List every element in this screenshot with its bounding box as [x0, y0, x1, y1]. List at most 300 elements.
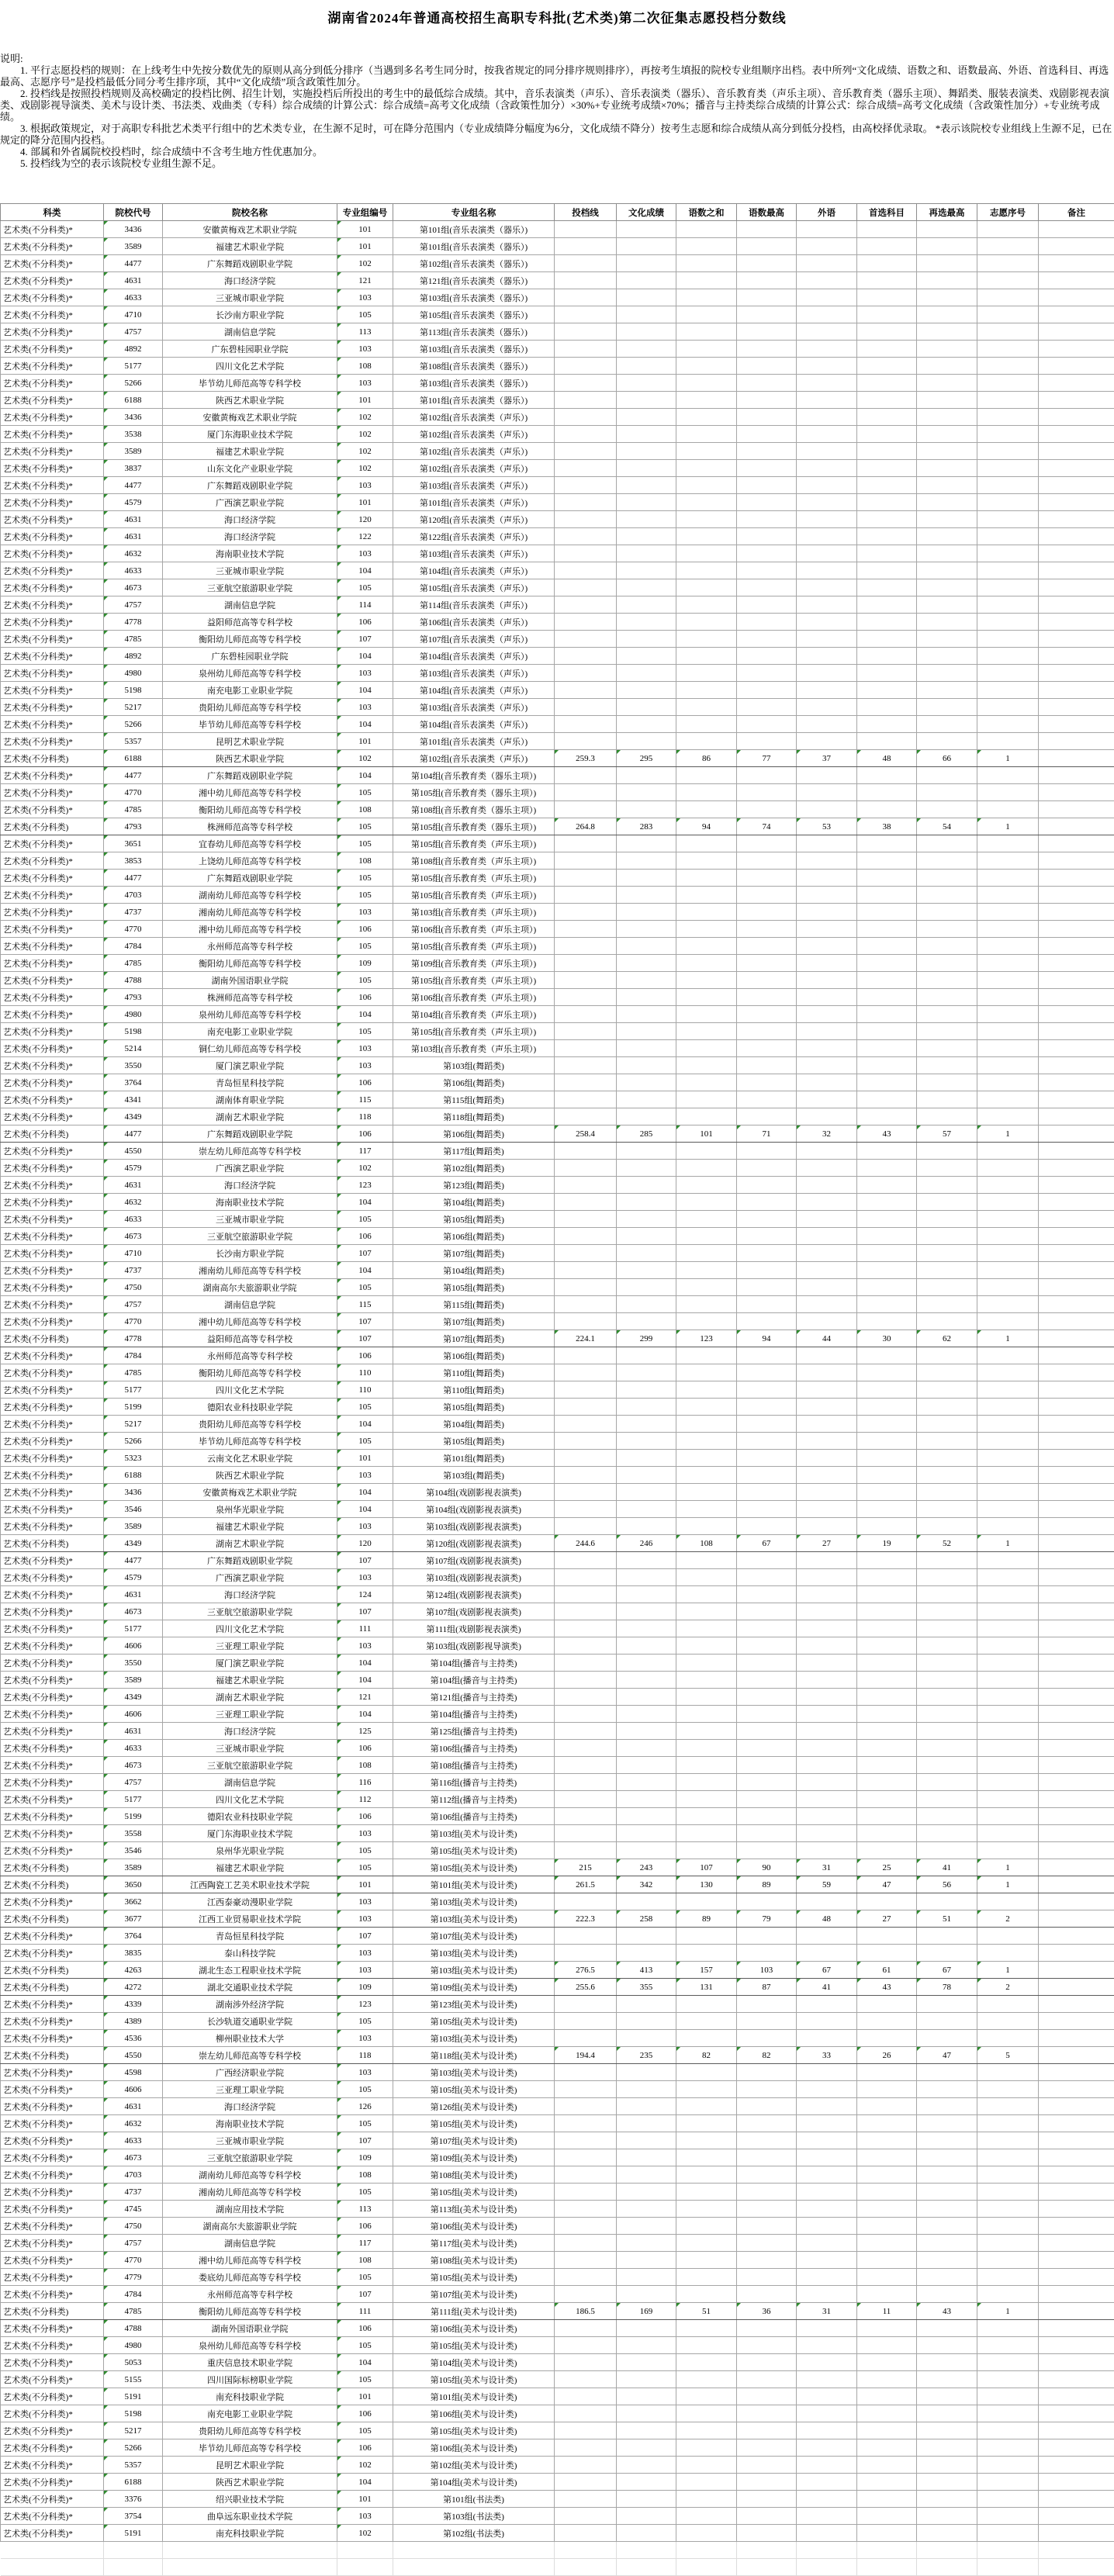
cell-chinese-math-sum[interactable] [676, 1603, 737, 1620]
cell-volunteer-number[interactable] [977, 1484, 1039, 1501]
cell-chinese-math-max[interactable] [737, 852, 797, 870]
cell-first-subject[interactable] [857, 1433, 917, 1450]
cell-college-code[interactable]: 4779 [104, 2269, 163, 2286]
cell-remark[interactable] [1039, 1603, 1114, 1620]
cell-category[interactable]: 艺术类(不分科类)* [1, 2081, 104, 2098]
cell-volunteer-number[interactable] [977, 2354, 1039, 2371]
cell-first-subject[interactable] [857, 1689, 917, 1706]
cell-college-code[interactable]: 4631 [104, 2098, 163, 2115]
cell-college-code[interactable]: 4788 [104, 2320, 163, 2337]
cell-reselect-max[interactable] [917, 1603, 977, 1620]
cell-reselect-max[interactable] [917, 1108, 977, 1125]
cell-admission-line[interactable] [555, 358, 617, 375]
cell-group-number[interactable]: 123 [337, 1177, 393, 1194]
cell-category[interactable]: 艺术类(不分科类)* [1, 682, 104, 699]
cell-category[interactable]: 艺术类(不分科类)* [1, 426, 104, 443]
cell-chinese-math-sum[interactable] [676, 409, 737, 426]
cell-chinese-math-sum[interactable] [676, 341, 737, 358]
cell-volunteer-number[interactable] [977, 2439, 1039, 2457]
cell-group-number[interactable]: 102 [337, 750, 393, 767]
cell-college-name[interactable]: 毕节幼儿师范高等专科学校 [163, 1433, 337, 1450]
cell-group-name[interactable]: 第111组(美术与设计类) [393, 2303, 555, 2320]
cell-culture-score[interactable] [617, 2422, 676, 2439]
cell-chinese-math-sum[interactable] [676, 2286, 737, 2303]
cell-chinese-math-sum[interactable] [676, 426, 737, 443]
cell-foreign-language[interactable] [797, 801, 857, 818]
cell-chinese-math-max[interactable] [737, 2132, 797, 2149]
cell-category[interactable]: 艺术类(不分科类)* [1, 801, 104, 818]
cell-culture-score[interactable] [617, 579, 676, 596]
cell-volunteer-number[interactable] [977, 306, 1039, 323]
cell-first-subject[interactable] [857, 238, 917, 255]
cell-admission-line[interactable] [555, 1296, 617, 1313]
cell-volunteer-number[interactable] [977, 2269, 1039, 2286]
cell-remark[interactable] [1039, 528, 1114, 545]
cell-category[interactable]: 艺术类(不分科类)* [1, 2320, 104, 2337]
cell-culture-score[interactable] [617, 784, 676, 801]
cell-college-code[interactable]: 3677 [104, 1910, 163, 1928]
cell-college-code[interactable]: 5266 [104, 2439, 163, 2457]
cell-foreign-language[interactable] [797, 323, 857, 341]
cell-group-number[interactable]: 111 [337, 1620, 393, 1637]
cell-foreign-language[interactable] [797, 1023, 857, 1040]
cell-first-subject[interactable]: 48 [857, 750, 917, 767]
cell-college-name[interactable]: 四川国际标榜职业学院 [163, 2371, 337, 2388]
cell-chinese-math-max[interactable] [737, 1518, 797, 1535]
cell-college-code[interactable]: 5217 [104, 1416, 163, 1433]
cell-remark[interactable] [1039, 904, 1114, 921]
cell-category[interactable]: 艺术类(不分科类)* [1, 1586, 104, 1603]
cell-category[interactable]: 艺术类(不分科类)* [1, 1364, 104, 1381]
cell-foreign-language[interactable] [797, 1689, 857, 1706]
cell-first-subject[interactable] [857, 1620, 917, 1637]
cell-foreign-language[interactable] [797, 1740, 857, 1757]
cell-culture-score[interactable] [617, 1381, 676, 1399]
cell-group-name[interactable]: 第104组(美术与设计类) [393, 2354, 555, 2371]
cell-first-subject[interactable] [857, 1399, 917, 1416]
cell-category[interactable]: 艺术类(不分科类) [1, 1910, 104, 1928]
cell-culture-score[interactable] [617, 2286, 676, 2303]
cell-reselect-max[interactable] [917, 1484, 977, 1501]
cell-college-name[interactable]: 厦门东海职业技术学院 [163, 426, 337, 443]
cell-first-subject[interactable] [857, 2525, 917, 2542]
cell-category[interactable]: 艺术类(不分科类)* [1, 2286, 104, 2303]
cell-group-name[interactable]: 第105组(舞蹈类) [393, 1211, 555, 1228]
cell-group-name[interactable]: 第111组(戏剧影视表演类) [393, 1620, 555, 1637]
cell-college-name[interactable]: 柳州职业技术大学 [163, 2030, 337, 2047]
cell-remark[interactable] [1039, 1177, 1114, 1194]
cell-culture-score[interactable] [617, 545, 676, 562]
cell-admission-line[interactable]: 255.6 [555, 1979, 617, 1996]
cell-reselect-max[interactable] [917, 426, 977, 443]
cell-group-number[interactable]: 103 [337, 1825, 393, 1842]
cell-foreign-language[interactable] [797, 2371, 857, 2388]
cell-remark[interactable] [1039, 511, 1114, 528]
cell-remark[interactable] [1039, 1501, 1114, 1518]
cell-foreign-language[interactable]: 33 [797, 2047, 857, 2064]
cell-chinese-math-sum[interactable] [676, 1006, 737, 1023]
cell-admission-line[interactable] [555, 1484, 617, 1501]
cell-culture-score[interactable] [617, 2371, 676, 2388]
cell-college-code[interactable]: 3550 [104, 1655, 163, 1672]
cell-admission-line[interactable] [555, 1211, 617, 1228]
cell-foreign-language[interactable]: 31 [797, 1859, 857, 1876]
cell-admission-line[interactable] [555, 972, 617, 989]
cell-group-number[interactable]: 106 [337, 1125, 393, 1143]
cell-chinese-math-sum[interactable] [676, 494, 737, 511]
cell-culture-score[interactable] [617, 699, 676, 716]
cell-culture-score[interactable] [617, 562, 676, 579]
cell-volunteer-number[interactable] [977, 1040, 1039, 1057]
cell-admission-line[interactable] [555, 1416, 617, 1433]
cell-college-name[interactable]: 南充科技职业学院 [163, 2525, 337, 2542]
cell-culture-score[interactable] [617, 1672, 676, 1689]
cell-culture-score[interactable] [617, 835, 676, 852]
cell-admission-line[interactable] [555, 887, 617, 904]
cell-chinese-math-max[interactable] [737, 511, 797, 528]
cell-college-code[interactable]: 4631 [104, 1177, 163, 1194]
cell-culture-score[interactable] [617, 409, 676, 426]
cell-category[interactable]: 艺术类(不分科类)* [1, 2439, 104, 2457]
empty-grid-cell[interactable] [555, 2542, 617, 2559]
cell-volunteer-number[interactable] [977, 989, 1039, 1006]
cell-group-name[interactable]: 第109组(美术与设计类) [393, 2149, 555, 2166]
cell-culture-score[interactable] [617, 596, 676, 614]
cell-college-code[interactable]: 4778 [104, 1330, 163, 1347]
cell-chinese-math-max[interactable] [737, 1928, 797, 1945]
cell-volunteer-number[interactable] [977, 2337, 1039, 2354]
cell-culture-score[interactable] [617, 955, 676, 972]
cell-first-subject[interactable] [857, 767, 917, 784]
cell-category[interactable]: 艺术类(不分科类)* [1, 2184, 104, 2201]
cell-foreign-language[interactable] [797, 358, 857, 375]
cell-foreign-language[interactable] [797, 1672, 857, 1689]
cell-category[interactable]: 艺术类(不分科类)* [1, 1143, 104, 1160]
cell-chinese-math-sum[interactable] [676, 2371, 737, 2388]
cell-volunteer-number[interactable] [977, 2115, 1039, 2132]
cell-volunteer-number[interactable] [977, 1723, 1039, 1740]
cell-chinese-math-max[interactable] [737, 409, 797, 426]
cell-group-name[interactable]: 第104组(美术与设计类) [393, 2474, 555, 2491]
cell-chinese-math-sum[interactable] [676, 1091, 737, 1108]
cell-volunteer-number[interactable] [977, 2405, 1039, 2422]
cell-culture-score[interactable] [617, 2320, 676, 2337]
cell-college-code[interactable]: 4785 [104, 631, 163, 648]
cell-reselect-max[interactable] [917, 1501, 977, 1518]
cell-reselect-max[interactable] [917, 494, 977, 511]
cell-foreign-language[interactable] [797, 579, 857, 596]
cell-remark[interactable] [1039, 306, 1114, 323]
cell-college-code[interactable]: 3546 [104, 1842, 163, 1859]
cell-group-name[interactable]: 第105组(音乐教育类（声乐主项）) [393, 1023, 555, 1040]
cell-group-name[interactable]: 第105组(美术与设计类) [393, 2081, 555, 2098]
cell-chinese-math-max[interactable] [737, 1893, 797, 1910]
cell-remark[interactable] [1039, 494, 1114, 511]
cell-first-subject[interactable] [857, 870, 917, 887]
cell-volunteer-number[interactable] [977, 784, 1039, 801]
cell-college-code[interactable]: 3436 [104, 409, 163, 426]
cell-first-subject[interactable] [857, 545, 917, 562]
cell-college-name[interactable]: 湘中幼儿师范高等专科学校 [163, 1313, 337, 1330]
cell-group-number[interactable]: 125 [337, 1723, 393, 1740]
cell-college-name[interactable]: 福建艺术职业学院 [163, 1672, 337, 1689]
cell-admission-line[interactable]: 215 [555, 1859, 617, 1876]
cell-group-number[interactable]: 106 [337, 1808, 393, 1825]
cell-college-name[interactable]: 永州师范高等专科学校 [163, 938, 337, 955]
cell-category[interactable]: 艺术类(不分科类)* [1, 1245, 104, 1262]
cell-remark[interactable] [1039, 870, 1114, 887]
cell-remark[interactable] [1039, 460, 1114, 477]
cell-reselect-max[interactable] [917, 2422, 977, 2439]
cell-culture-score[interactable] [617, 375, 676, 392]
cell-chinese-math-max[interactable] [737, 2354, 797, 2371]
cell-group-name[interactable]: 第103组(音乐教育类（声乐主项）) [393, 1040, 555, 1057]
cell-chinese-math-max[interactable] [737, 238, 797, 255]
cell-college-name[interactable]: 陕西艺术职业学院 [163, 750, 337, 767]
cell-chinese-math-max[interactable] [737, 972, 797, 989]
cell-culture-score[interactable] [617, 1706, 676, 1723]
cell-college-name[interactable]: 三亚航空旅游职业学院 [163, 1757, 337, 1774]
cell-reselect-max[interactable] [917, 1296, 977, 1313]
cell-college-code[interactable]: 4673 [104, 1603, 163, 1620]
cell-volunteer-number[interactable] [977, 1637, 1039, 1655]
cell-first-subject[interactable] [857, 1262, 917, 1279]
cell-group-name[interactable]: 第104组(音乐表演类（声乐）) [393, 648, 555, 665]
cell-first-subject[interactable] [857, 2115, 917, 2132]
cell-chinese-math-max[interactable] [737, 1484, 797, 1501]
cell-culture-score[interactable] [617, 1433, 676, 1450]
cell-first-subject[interactable] [857, 2286, 917, 2303]
cell-chinese-math-max[interactable] [737, 2525, 797, 2542]
cell-admission-line[interactable] [555, 1091, 617, 1108]
cell-volunteer-number[interactable] [977, 2371, 1039, 2388]
cell-group-number[interactable]: 104 [337, 562, 393, 579]
cell-first-subject[interactable] [857, 1450, 917, 1467]
cell-volunteer-number[interactable] [977, 1399, 1039, 1416]
cell-college-code[interactable]: 4737 [104, 904, 163, 921]
cell-group-name[interactable]: 第101组(美术与设计类) [393, 1876, 555, 1893]
cell-college-code[interactable]: 3764 [104, 1928, 163, 1945]
cell-volunteer-number[interactable] [977, 1416, 1039, 1433]
cell-remark[interactable] [1039, 392, 1114, 409]
cell-foreign-language[interactable] [797, 2013, 857, 2030]
cell-remark[interactable] [1039, 955, 1114, 972]
cell-group-number[interactable]: 101 [337, 733, 393, 750]
cell-chinese-math-max[interactable] [737, 1655, 797, 1672]
cell-group-number[interactable]: 106 [337, 1228, 393, 1245]
cell-admission-line[interactable] [555, 2320, 617, 2337]
cell-group-number[interactable]: 108 [337, 2166, 393, 2184]
cell-foreign-language[interactable] [797, 255, 857, 272]
cell-chinese-math-sum[interactable] [676, 870, 737, 887]
cell-group-number[interactable]: 103 [337, 1569, 393, 1586]
cell-group-number[interactable]: 105 [337, 2013, 393, 2030]
cell-chinese-math-max[interactable] [737, 2115, 797, 2132]
cell-volunteer-number[interactable] [977, 1023, 1039, 1040]
cell-first-subject[interactable]: 11 [857, 2303, 917, 2320]
cell-reselect-max[interactable] [917, 596, 977, 614]
cell-remark[interactable] [1039, 1023, 1114, 1040]
cell-admission-line[interactable] [555, 1569, 617, 1586]
cell-foreign-language[interactable] [797, 477, 857, 494]
cell-remark[interactable] [1039, 1450, 1114, 1467]
cell-first-subject[interactable] [857, 1057, 917, 1074]
cell-remark[interactable] [1039, 2098, 1114, 2115]
cell-admission-line[interactable] [555, 221, 617, 238]
cell-group-number[interactable]: 105 [337, 1859, 393, 1876]
cell-group-name[interactable]: 第106组(音乐教育类（声乐主项）) [393, 989, 555, 1006]
cell-admission-line[interactable] [555, 2508, 617, 2525]
cell-foreign-language[interactable] [797, 1194, 857, 1211]
cell-chinese-math-sum[interactable] [676, 1620, 737, 1637]
col-header-group-name[interactable]: 专业组名称 [393, 204, 555, 221]
cell-college-code[interactable]: 5198 [104, 1023, 163, 1040]
cell-college-code[interactable]: 4892 [104, 648, 163, 665]
cell-foreign-language[interactable] [797, 1655, 857, 1672]
cell-foreign-language[interactable]: 31 [797, 2303, 857, 2320]
cell-remark[interactable] [1039, 2235, 1114, 2252]
cell-category[interactable]: 艺术类(不分科类)* [1, 1637, 104, 1655]
cell-category[interactable]: 艺术类(不分科类)* [1, 1057, 104, 1074]
cell-admission-line[interactable] [555, 1603, 617, 1620]
cell-college-name[interactable]: 广东舞蹈戏剧职业学院 [163, 477, 337, 494]
cell-group-name[interactable]: 第105组(音乐教育类（声乐主项）) [393, 887, 555, 904]
cell-admission-line[interactable] [555, 665, 617, 682]
cell-college-name[interactable]: 云南文化艺术职业学院 [163, 1450, 337, 1467]
cell-foreign-language[interactable] [797, 733, 857, 750]
cell-admission-line[interactable] [555, 1620, 617, 1637]
cell-first-subject[interactable] [857, 699, 917, 716]
cell-college-code[interactable]: 5198 [104, 682, 163, 699]
cell-first-subject[interactable] [857, 1842, 917, 1859]
cell-chinese-math-sum[interactable] [676, 1945, 737, 1962]
cell-reselect-max[interactable]: 66 [917, 750, 977, 767]
cell-volunteer-number[interactable] [977, 2064, 1039, 2081]
cell-first-subject[interactable] [857, 341, 917, 358]
cell-college-code[interactable]: 4633 [104, 2132, 163, 2149]
cell-volunteer-number[interactable]: 1 [977, 1859, 1039, 1876]
cell-remark[interactable] [1039, 631, 1114, 648]
cell-admission-line[interactable] [555, 2405, 617, 2422]
cell-reselect-max[interactable] [917, 2269, 977, 2286]
cell-reselect-max[interactable] [917, 2457, 977, 2474]
cell-chinese-math-max[interactable]: 67 [737, 1535, 797, 1552]
cell-first-subject[interactable] [857, 2252, 917, 2269]
cell-chinese-math-max[interactable] [737, 1091, 797, 1108]
cell-group-name[interactable]: 第103组(音乐表演类（声乐）) [393, 545, 555, 562]
cell-foreign-language[interactable] [797, 2081, 857, 2098]
cell-remark[interactable] [1039, 784, 1114, 801]
cell-college-code[interactable]: 4785 [104, 1364, 163, 1381]
cell-chinese-math-max[interactable] [737, 1057, 797, 1074]
cell-college-code[interactable]: 4770 [104, 2252, 163, 2269]
cell-remark[interactable] [1039, 341, 1114, 358]
cell-group-name[interactable]: 第107组(舞蹈类) [393, 1245, 555, 1262]
cell-college-code[interactable]: 4631 [104, 272, 163, 289]
cell-group-number[interactable]: 103 [337, 1893, 393, 1910]
cell-first-subject[interactable] [857, 323, 917, 341]
col-header-foreign-language[interactable]: 外语 [797, 204, 857, 221]
cell-volunteer-number[interactable] [977, 2252, 1039, 2269]
cell-college-name[interactable]: 厦门东海职业技术学院 [163, 1825, 337, 1842]
cell-chinese-math-max[interactable] [737, 1791, 797, 1808]
cell-culture-score[interactable] [617, 1091, 676, 1108]
cell-reselect-max[interactable] [917, 1160, 977, 1177]
cell-category[interactable]: 艺术类(不分科类)* [1, 1774, 104, 1791]
cell-admission-line[interactable] [555, 1074, 617, 1091]
cell-group-name[interactable]: 第125组(播音与主持类) [393, 1723, 555, 1740]
cell-reselect-max[interactable] [917, 1347, 977, 1364]
cell-culture-score[interactable] [617, 2491, 676, 2508]
cell-chinese-math-sum[interactable]: 123 [676, 1330, 737, 1347]
cell-volunteer-number[interactable] [977, 1620, 1039, 1637]
cell-first-subject[interactable] [857, 375, 917, 392]
cell-group-name[interactable]: 第121组(音乐表演类（器乐）) [393, 272, 555, 289]
cell-reselect-max[interactable] [917, 1586, 977, 1603]
cell-culture-score[interactable] [617, 1364, 676, 1381]
cell-remark[interactable] [1039, 1108, 1114, 1125]
cell-college-code[interactable]: 4750 [104, 2218, 163, 2235]
cell-reselect-max[interactable] [917, 1057, 977, 1074]
cell-college-code[interactable]: 5357 [104, 733, 163, 750]
cell-first-subject[interactable] [857, 665, 917, 682]
cell-college-code[interactable]: 4633 [104, 1740, 163, 1757]
cell-admission-line[interactable] [555, 1381, 617, 1399]
cell-admission-line[interactable] [555, 1945, 617, 1962]
cell-chinese-math-max[interactable] [737, 2405, 797, 2422]
cell-first-subject[interactable] [857, 1655, 917, 1672]
cell-reselect-max[interactable] [917, 2115, 977, 2132]
cell-group-name[interactable]: 第105组(美术与设计类) [393, 2013, 555, 2030]
cell-culture-score[interactable] [617, 1211, 676, 1228]
cell-group-name[interactable]: 第102组(舞蹈类) [393, 1160, 555, 1177]
cell-remark[interactable] [1039, 1859, 1114, 1876]
cell-volunteer-number[interactable]: 2 [977, 1910, 1039, 1928]
cell-chinese-math-sum[interactable] [676, 2422, 737, 2439]
cell-college-code[interactable]: 5177 [104, 1620, 163, 1637]
cell-foreign-language[interactable] [797, 562, 857, 579]
cell-chinese-math-max[interactable] [737, 426, 797, 443]
cell-admission-line[interactable] [555, 2098, 617, 2115]
cell-college-name[interactable]: 湘中幼儿师范高等专科学校 [163, 784, 337, 801]
cell-chinese-math-sum[interactable] [676, 511, 737, 528]
cell-chinese-math-max[interactable] [737, 392, 797, 409]
cell-group-number[interactable]: 114 [337, 596, 393, 614]
cell-foreign-language[interactable] [797, 1040, 857, 1057]
cell-foreign-language[interactable] [797, 1177, 857, 1194]
cell-chinese-math-sum[interactable] [676, 1706, 737, 1723]
empty-grid-cell[interactable] [676, 2542, 737, 2559]
cell-chinese-math-sum[interactable] [676, 614, 737, 631]
cell-remark[interactable] [1039, 2491, 1114, 2508]
cell-chinese-math-sum[interactable] [676, 2457, 737, 2474]
cell-foreign-language[interactable] [797, 972, 857, 989]
cell-group-name[interactable]: 第103组(美术与设计类) [393, 2064, 555, 2081]
cell-reselect-max[interactable] [917, 2371, 977, 2388]
cell-college-name[interactable]: 广西演艺职业学院 [163, 1569, 337, 1586]
cell-admission-line[interactable] [555, 1433, 617, 1450]
cell-volunteer-number[interactable] [977, 2149, 1039, 2166]
cell-chinese-math-sum[interactable] [676, 1637, 737, 1655]
cell-admission-line[interactable] [555, 2149, 617, 2166]
cell-group-name[interactable]: 第104组(音乐表演类（声乐）) [393, 682, 555, 699]
cell-college-code[interactable]: 4341 [104, 1091, 163, 1108]
cell-volunteer-number[interactable] [977, 2235, 1039, 2252]
cell-remark[interactable] [1039, 2064, 1114, 2081]
cell-foreign-language[interactable] [797, 2184, 857, 2201]
cell-culture-score[interactable] [617, 494, 676, 511]
cell-college-name[interactable]: 湖南艺术职业学院 [163, 1108, 337, 1125]
